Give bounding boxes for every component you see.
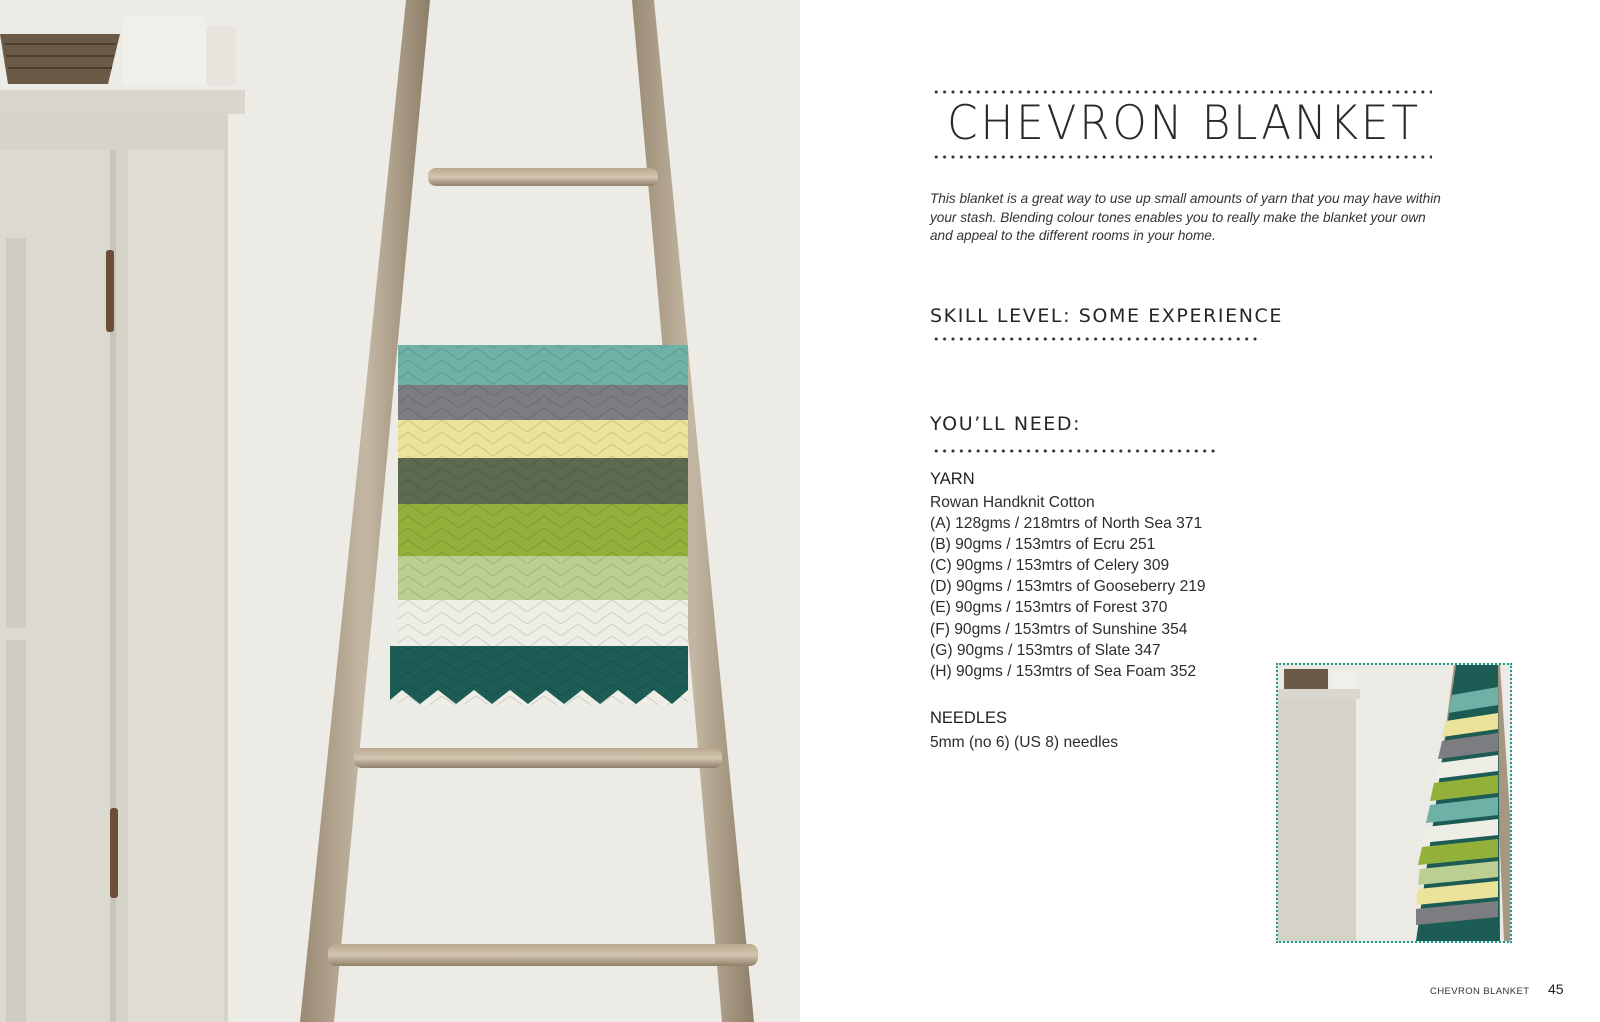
title-bottom-rule xyxy=(932,155,1432,159)
cabinet xyxy=(0,90,245,1022)
yarn-list-item: (F) 90gms / 153mtrs of Sunshine 354 xyxy=(930,620,1188,638)
skill-level-rule xyxy=(932,337,1262,341)
youll-need-heading: YOU’LL NEED: xyxy=(930,413,1082,435)
yarn-list-item: (C) 90gms / 153mtrs of Celery 309 xyxy=(930,557,1170,575)
yarn-list-item: (E) 90gms / 153mtrs of Forest 370 xyxy=(930,599,1168,617)
page-title: CHEVRON BLANKET xyxy=(947,96,1421,151)
yarn-list-item: (H) 90gms / 153mtrs of Sea Foam 352 xyxy=(930,662,1197,680)
thumbnail-photo xyxy=(1276,663,1512,943)
youll-need-rule xyxy=(932,449,1218,453)
yarn-list-item: (D) 90gms / 153mtrs of Gooseberry 219 xyxy=(930,578,1206,596)
yarn-list-item: (B) 90gms / 153mtrs of Ecru 251 xyxy=(930,536,1156,554)
yarn-list-item: Rowan Handknit Cotton xyxy=(930,494,1095,511)
intro-paragraph: This blanket is a great way to use up small amounts of yarn that you may have within your stash. Blending colour tones enables you to really make the blanket your own and appeal to the different rooms in your home. xyxy=(930,191,1441,243)
yarn-list-item: (A) 128gms / 218mtrs of North Sea 371 xyxy=(930,515,1203,533)
page-number: 45 xyxy=(1548,981,1564,997)
thumbnail-illustration xyxy=(1278,665,1510,941)
chevron-blanket xyxy=(390,345,688,705)
skill-level-heading: SKILL LEVEL: SOME EXPERIENCE xyxy=(930,305,1283,327)
needles-heading: NEEDLES xyxy=(930,709,1008,727)
yarn-list-item: (G) 90gms / 153mtrs of Slate 347 xyxy=(930,641,1161,659)
yarn-heading: YARN xyxy=(930,470,975,488)
title-top-rule xyxy=(932,90,1432,94)
running-footer-title: CHEVRON BLANKET xyxy=(1430,986,1530,997)
yarn-list xyxy=(930,492,1206,682)
needles-list xyxy=(930,732,1118,753)
needles-list-item: 5mm (no 6) (US 8) needles xyxy=(930,734,1119,751)
